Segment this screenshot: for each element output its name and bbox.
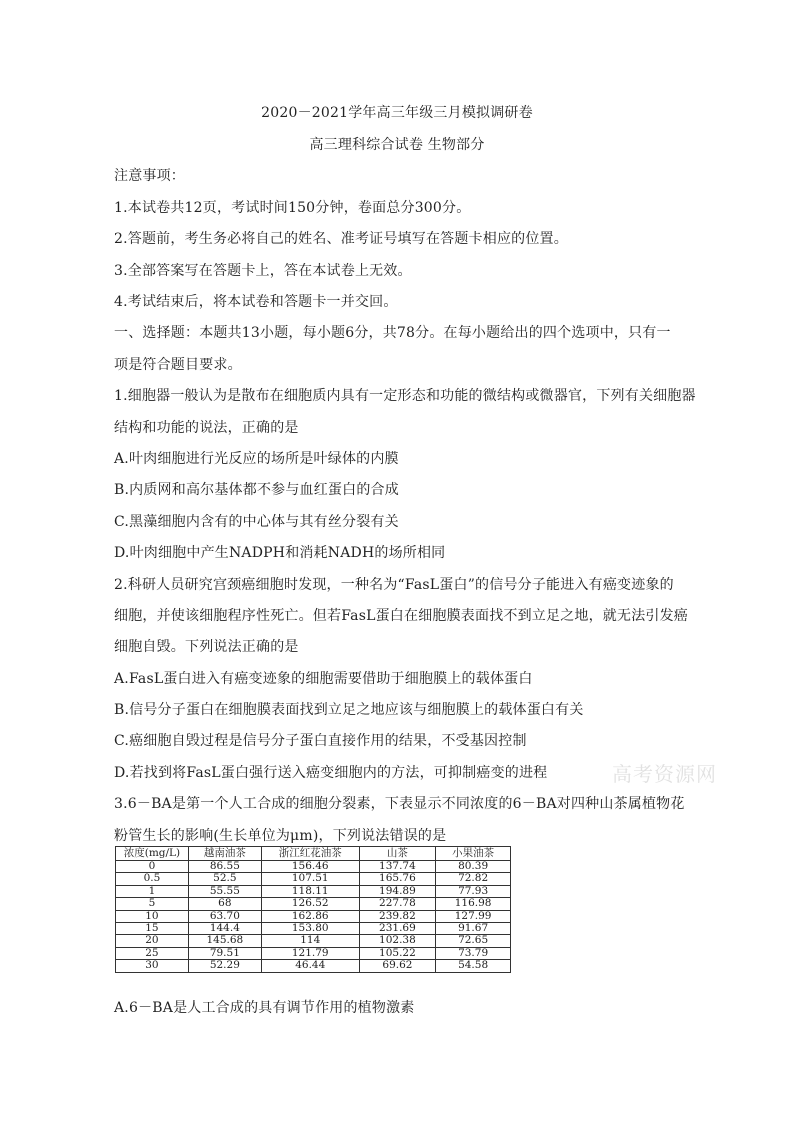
table-cell: 55.55 — [188, 885, 261, 897]
question-2-option-b: B.信号分子蛋白在细胞膜表面找到立足之地应该与细胞膜上的载体蛋白有关 — [114, 702, 584, 718]
table-cell: 156.46 — [261, 861, 359, 873]
question-1-stem: 结构和功能的说法，正确的是 — [114, 420, 299, 436]
table-cell: 86.55 — [188, 861, 261, 873]
table-cell: 79.51 — [188, 947, 261, 959]
table-cell: 63.70 — [188, 910, 261, 922]
table-row — [116, 898, 511, 910]
question-2-stem: 2.科研人员研究宫颈癌细胞时发现，一种名为“FasL蛋白”的信号分子能进入有癌变迹象的 — [114, 577, 674, 593]
table-cell: 25 — [116, 947, 189, 959]
table-cell: 165.76 — [359, 873, 436, 885]
table-row — [116, 873, 511, 885]
notice-item: 3.全部答案写在答题卡上，答在本试卷上无效。 — [114, 263, 412, 279]
table-cell: 52.29 — [188, 960, 261, 972]
table-cell: 231.69 — [359, 923, 436, 935]
question-3-stem: 3.6－BA是第一个人工合成的细胞分裂素，下表显示不同浓度的6－BA对四种山茶属植物花 — [114, 796, 685, 812]
question-3-stem: 粉管生长的影响(生长单位为μm)，下列说法错误的是 — [114, 828, 447, 844]
section-instruction: 一、选择题：本题共13小题，每小题6分，共78分。在每小题给出的四个选项中，只有一 — [114, 325, 671, 341]
pollen-tube-growth-table — [115, 846, 511, 973]
table-row — [116, 910, 511, 922]
exam-title: 2020－2021学年高三年级三月模拟调研卷 — [261, 105, 533, 121]
table-cell: 116.98 — [436, 898, 511, 910]
table-cell: 10 — [116, 910, 189, 922]
table-cell: 145.68 — [188, 935, 261, 947]
table-cell: 227.78 — [359, 898, 436, 910]
table-row — [116, 947, 511, 959]
notice-heading: 注意事项： — [114, 168, 185, 184]
table-row — [116, 885, 511, 897]
notice-item: 1.本试卷共12页，考试时间150分钟，卷面总分300分。 — [114, 200, 471, 216]
table-cell: 46.44 — [261, 960, 359, 972]
table-cell: 137.74 — [359, 861, 436, 873]
table-row — [116, 923, 511, 935]
table-cell: 105.22 — [359, 947, 436, 959]
question-1-option-a: A.叶肉细胞进行光反应的场所是叶绿体的内膜 — [114, 451, 399, 467]
exam-subtitle: 高三理科综合试卷 生物部分 — [309, 137, 485, 153]
table-cell: 15 — [116, 923, 189, 935]
table-cell: 153.80 — [261, 923, 359, 935]
question-2-stem: 细胞，并使该细胞程序性死亡。但若FasL蛋白在细胞膜表面找不到立足之地，就无法引发癌 — [114, 608, 688, 624]
table-cell: 0 — [116, 861, 189, 873]
table-cell: 52.5 — [188, 873, 261, 885]
question-1-option-b: B.内质网和高尔基体都不参与血红蛋白的合成 — [114, 482, 399, 498]
table-cell: 1 — [116, 885, 189, 897]
table-cell: 126.52 — [261, 898, 359, 910]
table-cell: 239.82 — [359, 910, 436, 922]
table-row — [116, 960, 511, 972]
table-cell: 73.79 — [436, 947, 511, 959]
table-cell: 54.58 — [436, 960, 511, 972]
question-1-stem: 1.细胞器一般认为是散布在细胞质内具有一定形态和功能的微结构或微器官，下列有关细胞器 — [114, 388, 696, 404]
notice-item: 2.答题前，考生务必将自己的姓名、准考证号填写在答题卡相应的位置。 — [114, 231, 568, 247]
table-cell: 121.79 — [261, 947, 359, 959]
table-cell: 194.89 — [359, 885, 436, 897]
table-row — [116, 861, 511, 873]
table-cell: 102.38 — [359, 935, 436, 947]
table-cell: 118.11 — [261, 885, 359, 897]
table-header-cell: 山茶 — [359, 847, 436, 861]
table-cell: 69.62 — [359, 960, 436, 972]
table-cell: 127.99 — [436, 910, 511, 922]
question-2-option-a: A.FasL蛋白进入有癌变迹象的细胞需要借助于细胞膜上的载体蛋白 — [114, 671, 533, 687]
table-cell: 144.4 — [188, 923, 261, 935]
table-header-cell: 小果油茶 — [436, 847, 511, 861]
table-cell: 80.39 — [436, 861, 511, 873]
table-header-cell: 越南油茶 — [188, 847, 261, 861]
table-cell: 114 — [261, 935, 359, 947]
table-cell: 107.51 — [261, 873, 359, 885]
watermark: 高考资源网 — [612, 762, 717, 786]
notice-item: 4.考试结束后，将本试卷和答题卡一并交回。 — [114, 294, 398, 310]
table-header-cell: 浓度(mg/L) — [116, 847, 189, 861]
table-row — [116, 935, 511, 947]
table-cell: 20 — [116, 935, 189, 947]
table-cell: 0.5 — [116, 873, 189, 885]
table-cell: 5 — [116, 898, 189, 910]
section-instruction: 项是符合题目要求。 — [114, 357, 242, 373]
question-1-option-c: C.黑藻细胞内含有的中心体与其有丝分裂有关 — [114, 514, 399, 530]
table-cell: 30 — [116, 960, 189, 972]
table-cell: 77.93 — [436, 885, 511, 897]
question-2-option-d: D.若找到将FasL蛋白强行送入癌变细胞内的方法，可抑制癌变的进程 — [114, 765, 548, 781]
table-cell: 72.82 — [436, 873, 511, 885]
question-1-option-d: D.叶肉细胞中产生NADPH和消耗NADH的场所相同 — [114, 545, 446, 561]
table-cell: 68 — [188, 898, 261, 910]
table-header-cell: 浙江红花油茶 — [261, 847, 359, 861]
table-cell: 162.86 — [261, 910, 359, 922]
table-cell: 91.67 — [436, 923, 511, 935]
table-cell: 72.65 — [436, 935, 511, 947]
question-2-option-c: C.癌细胞自毁过程是信号分子蛋白直接作用的结果，不受基因控制 — [114, 733, 527, 749]
table-header-row — [116, 847, 511, 861]
question-3-option-a: A.6－BA是人工合成的具有调节作用的植物激素 — [114, 1000, 415, 1016]
question-2-stem: 细胞自毁。下列说法正确的是 — [114, 639, 299, 655]
